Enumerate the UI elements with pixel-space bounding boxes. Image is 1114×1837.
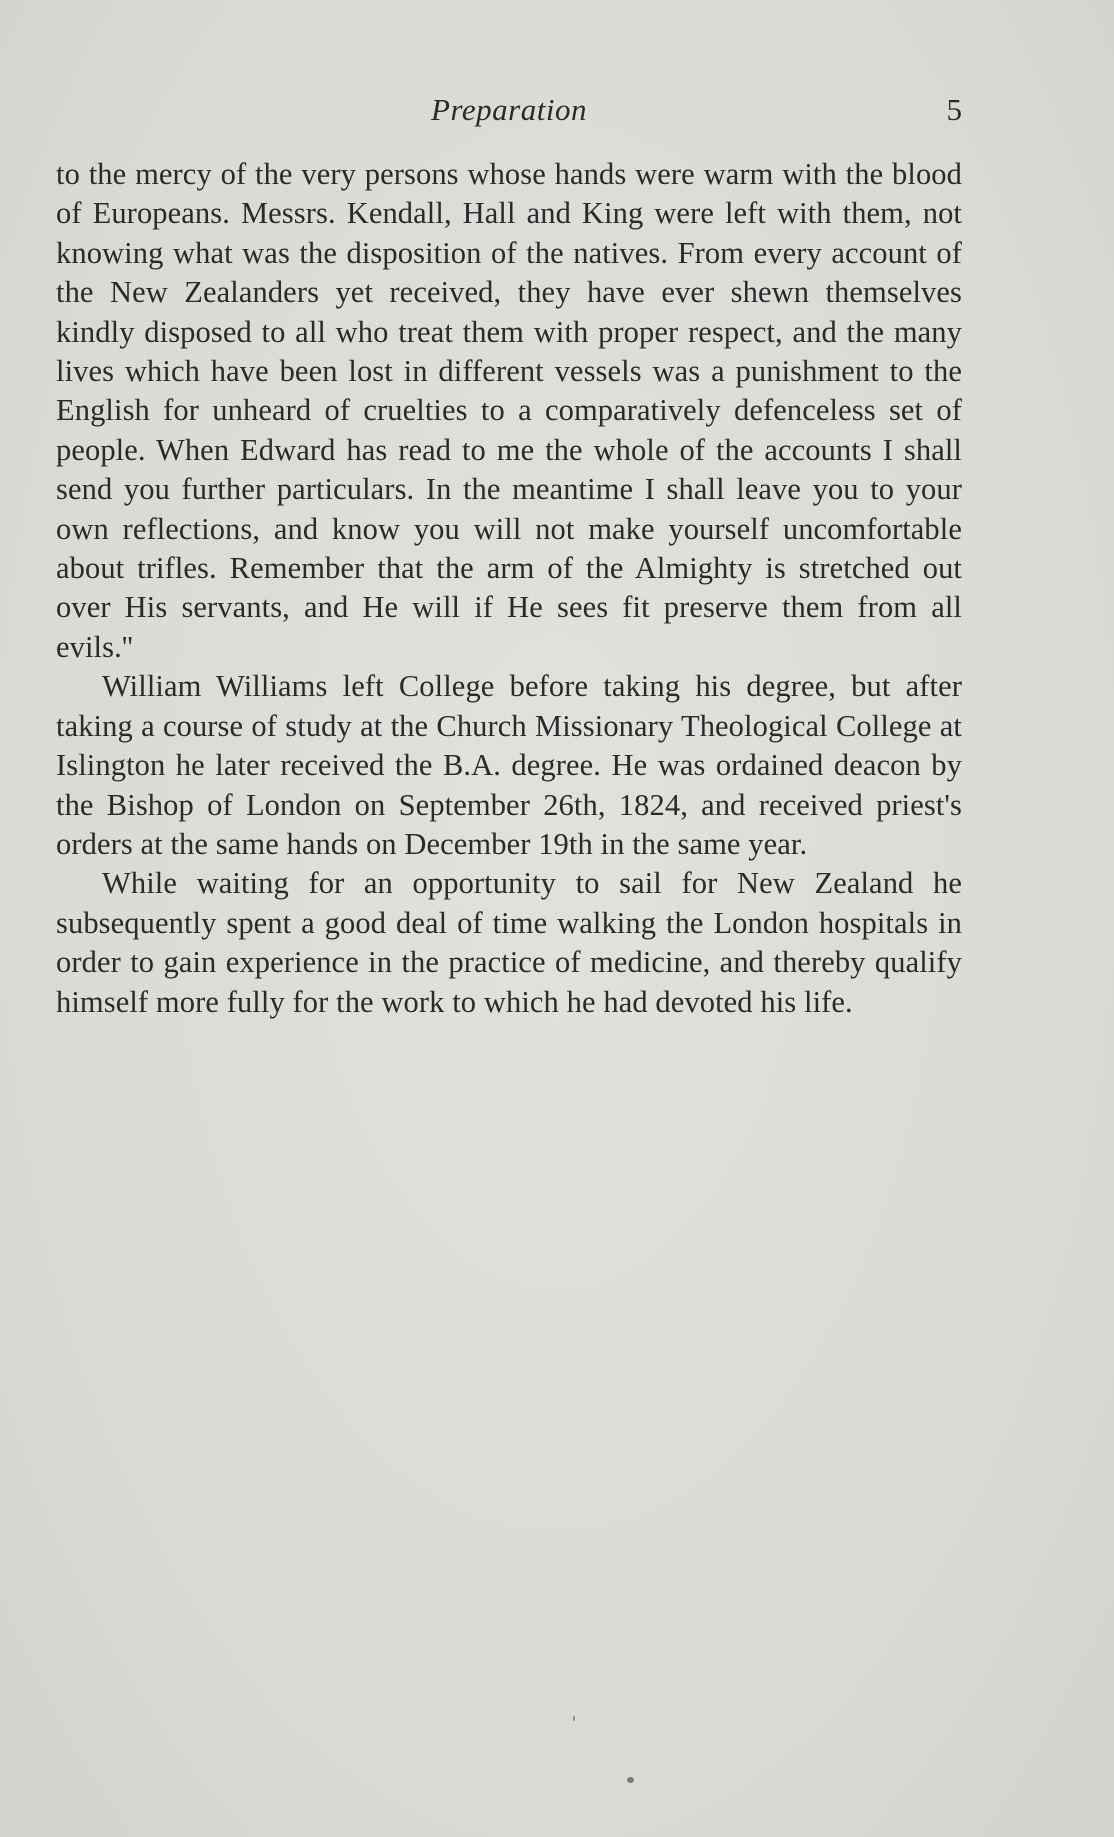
paragraph-1: to the mercy of the very persons whose hands were warm with the blood of Europeans. Messrs. Kendall, Hall and King were left with them, not knowing what was the disposition of the natives. From every account of the New Zealanders yet received, they have ever shewn themselves kindly disposed to all who treat them with proper respect, and the many lives which have been lost in different vessels was a punishment to the English for unheard of cruelties to a comparatively defenceless set of people. When Edward has read to me the whole of the accounts I shall send you further particulars. In the meantime I shall leave you to your own reflections, and know you will not make yourself uncomfortable about trifles. Remember that the arm of the Almighty is stretched out over His servants, and He will if He sees fit preserve them from all evils.'' xyxy=(56,157,962,664)
paragraph-2: William Williams left College before taking his degree, but after taking a course of study at the Church Missionary Theological College at Islington he later received the B.A. degree. He was ordained deacon by the Bishop of London on September 26th, 1824, and received priest's orders at the same hands on December 19th in the same year. xyxy=(56,669,962,861)
paper-speck xyxy=(627,1777,634,1783)
running-title: Preparation xyxy=(431,92,587,127)
page-number: 5 xyxy=(946,92,962,127)
body-text xyxy=(56,155,962,1022)
running-head xyxy=(56,92,962,132)
paragraph-3: While waiting for an opportunity to sail for New Zealand he subsequently spent a good deal of time walking the London hospitals in order to gain experience in the practice of medicine, and thereby qualify himself more fully for the work to which he had devoted his life. xyxy=(56,866,962,1019)
paper-speck xyxy=(573,1716,575,1721)
